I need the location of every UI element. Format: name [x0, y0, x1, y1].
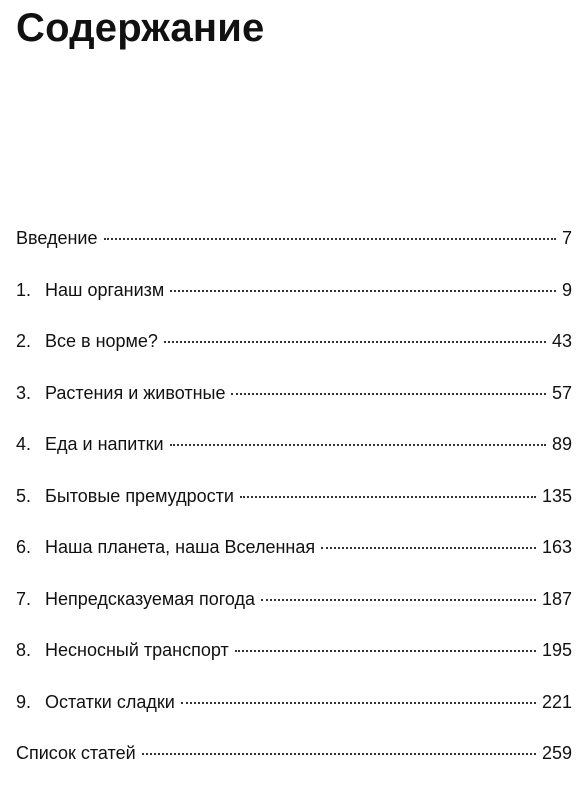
toc-entry: [16, 220, 572, 272]
toc-entry-page: 43: [551, 331, 572, 351]
toc-entry-number: 6.: [16, 537, 32, 557]
toc-entry-title: Остатки сладки: [45, 691, 175, 712]
toc-entry-number: 3.: [16, 382, 32, 403]
toc-entry-title: Список статей: [16, 743, 136, 763]
toc-entry: [16, 581, 572, 633]
toc-leader-dots: [231, 393, 545, 395]
toc-entry-page: 221: [541, 691, 572, 712]
toc-entry: [16, 529, 572, 581]
toc-entry-title: Наш организм: [45, 279, 165, 300]
toc-entry-page: 163: [541, 537, 572, 557]
toc-entry-page: 135: [541, 485, 572, 506]
toc-entry-title: Наша планета, наша Вселенная: [45, 537, 316, 557]
toc-entry-title: Растения и животные: [45, 382, 226, 403]
toc-leader-dots: [142, 753, 536, 755]
toc-entry: [16, 478, 572, 530]
toc-entry-number: 9.: [16, 691, 32, 712]
toc-entry-number: 4.: [16, 434, 32, 454]
toc-entry-number: 5.: [16, 485, 32, 506]
toc-entry: [16, 684, 572, 736]
toc-entry-number: 8.: [16, 640, 32, 660]
toc-entry-page: 7: [561, 228, 572, 248]
toc-leader-dots: [170, 290, 556, 292]
toc-entry-title: Бытовые премудрости: [45, 485, 234, 506]
toc-entry: [16, 632, 572, 684]
toc-leader-dots: [235, 650, 536, 652]
table-of-contents: [16, 220, 572, 787]
toc-entry-page: 195: [541, 640, 572, 660]
toc-entry-page: 57: [551, 382, 572, 403]
toc-leader-dots: [321, 547, 536, 549]
toc-leader-dots: [170, 444, 546, 446]
toc-entry-page: 187: [541, 588, 572, 609]
toc-entry-page: 89: [551, 434, 572, 454]
toc-entry-title: Введение: [16, 228, 98, 248]
toc-leader-dots: [164, 341, 546, 343]
toc-leader-dots: [261, 599, 536, 601]
toc-entry-number: 2.: [16, 331, 32, 351]
toc-entry-title: Несносный транспорт: [45, 640, 229, 660]
toc-entry-number: 1.: [16, 279, 32, 300]
toc-entry: [16, 426, 572, 478]
toc-entry: [16, 323, 572, 375]
toc-leader-dots: [181, 702, 536, 704]
toc-entry-number: 7.: [16, 588, 32, 609]
page-title: Содержание: [16, 6, 265, 50]
toc-entry: [16, 375, 572, 427]
toc-entry-page: 259: [541, 743, 572, 763]
toc-leader-dots: [240, 496, 536, 498]
toc-entry-title: Еда и напитки: [45, 434, 164, 454]
toc-entry: [16, 272, 572, 324]
toc-entry-page: 9: [561, 279, 572, 300]
toc-entry-title: Непредсказуемая погода: [45, 588, 256, 609]
toc-leader-dots: [104, 238, 556, 240]
toc-entry: [16, 735, 572, 787]
toc-entry-title: Все в норме?: [45, 331, 158, 351]
